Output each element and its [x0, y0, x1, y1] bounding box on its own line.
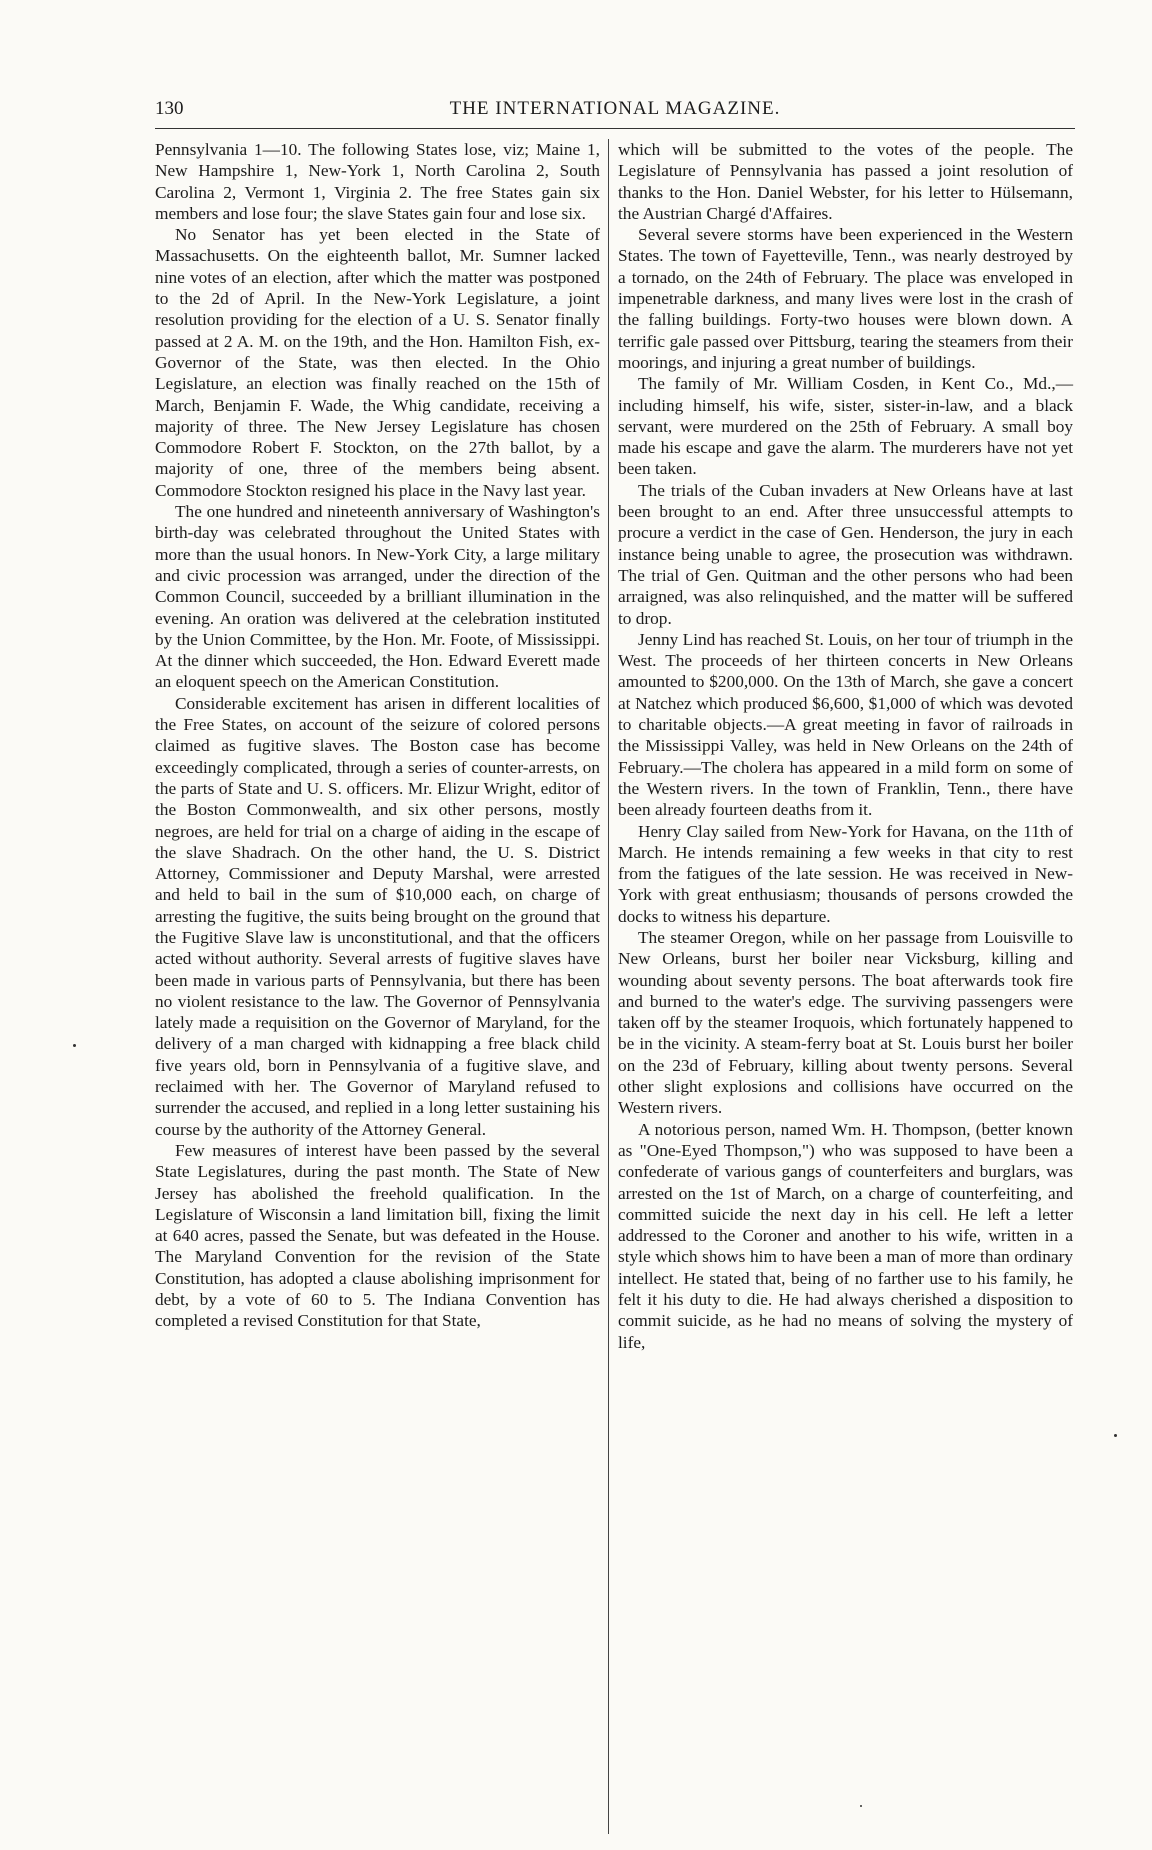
ink-speck	[73, 1044, 76, 1047]
paragraph: Considerable excitement has arisen in different localities of the Free States, on account of the seizure of colored persons claimed as fugitive slaves. The Boston case has become exceedingly complicated, through a series of counter-arrests, on the parts of State and U. S. officers. Mr. Elizur Wright, editor of the Boston Commonwealth, and six other persons, mostly negroes, are held for trial on a charge of aiding in the escape of the slave Shadrach. On the other hand, the U. S. District Attorney, Commissioner and Deputy Marshal, were arrested and held to bail in the sum of $10,000 each, on charge of arresting the fugitive, the suits being brought on the ground that the Fugitive Slave law is unconstitutional, and that the officers acted without authority. Several arrests of fugitive slaves have been made in various parts of Pennsylvania, but there has been no violent resistance to the law. The Governor of Pennsylvania lately made a requisition on the Governor of Maryland, for the delivery of a man charged with kidnapping a free black child five years old, born in Pennsylvania of a fugitive slave, and reclaimed with her. The Governor of Maryland refused to surrender the accused, and replied in a long letter sustaining his course by the authority of the Attorney General.	[155, 693, 600, 1139]
header-rule	[155, 128, 1075, 129]
paragraph: Jenny Lind has reached St. Louis, on her tour of triumph in the West. The proceeds of her thirteen concerts in New Orleans amounted to $200,000. On the 13th of March, she gave a concert at Natchez which produced $6,600, $1,000 of which was devoted to charitable objects.—A great meeting in favor of railroads in the Mississippi Valley, was held in New Orleans on the 24th of February.—The cholera has appeared in a mild form on some of the Western rivers. In the town of Franklin, Tenn., there have been already fourteen deaths from it.	[618, 629, 1073, 820]
paragraph: which will be submitted to the votes of the people. The Legislature of Pennsylvania has passed a joint resolution of thanks to the Hon. Daniel Webster, for his letter to Hülsemann, the Austrian Chargé d'Affaires.	[618, 140, 1073, 223]
paragraph: Several severe storms have been experienced in the Western States. The town of Fayetteville, Tenn., was nearly destroyed by a tornado, on the 24th of February. The place was enveloped in impenetrable darkness, and many lives were lost in the crash of the falling buildings. Forty-two houses were blown down. A terrific gale passed over Pittsburg, tearing the steamers from their moorings, and injuring a great number of buildings.	[618, 225, 1073, 372]
paragraph: The trials of the Cuban invaders at New Orleans have at last been brought to an end. After three unsuccessful attempts to procure a verdict in the case of Gen. Henderson, the jury in each instance being unable to agree, the prosecution was withdrawn. The trial of Gen. Quitman and the other persons who had been arraigned, was also relinquished, and the matter will be suffered to drop.	[618, 480, 1073, 628]
page-header	[155, 98, 1075, 126]
paragraph: A notorious person, named Wm. H. Thompson, (better known as "One-Eyed Thompson,") who was supposed to have been a confederate of various gangs of counterfeiters and burglars, was arrested on the 1st of March, on a charge of counterfeiting, and committed suicide the next day in his cell. He left a letter addressed to the Coroner and another to his wife, written in a style which shows him to have been a man of more than ordinary intellect. He stated that, being of no farther use to his family, he felt it his duty to die. He had always cherished a disposition to commit suicide, as he had no means of solving the mystery of life,	[618, 1119, 1073, 1352]
running-title: THE INTERNATIONAL MAGAZINE.	[449, 98, 781, 119]
ink-speck	[1114, 1434, 1117, 1437]
page-number: 130	[155, 98, 184, 119]
left-column	[155, 139, 600, 1332]
paragraph: The steamer Oregon, while on her passage from Louisville to New Orleans, burst her boiler near Vicksburg, killing and wounding about seventy persons. The boat afterwards took fire and burned to the water's edge. The surviving passengers were taken off by the steamer Iroquois, which fortunately happened to be in the vicinity. A steam-ferry boat at St. Louis burst her boiler on the 23d of February, killing about twenty persons. Several other slight explosions and collisions have occurred on the Western rivers.	[618, 927, 1073, 1118]
paragraph: No Senator has yet been elected in the State of Massachusetts. On the eighteenth ballot, Mr. Sumner lacked nine votes of an election, after which the matter was postponed to the 2d of April. In the New-York Legislature, a joint resolution providing for the election of a U. S. Senator finally passed at 2 A. M. on the 19th, and the Hon. Hamilton Fish, ex-Governor of the State, was then elected. In the Ohio Legislature, an election was finally reached on the 15th of March, Benjamin F. Wade, the Whig candidate, receiving a majority of three. The New Jersey Legislature has chosen Commodore Robert F. Stockton, on the 27th ballot, by a majority of one, three of the members being absent. Commodore Stockton resigned his place in the Navy last year.	[155, 225, 600, 500]
column-divider	[608, 139, 609, 1834]
paragraph: Henry Clay sailed from New-York for Havana, on the 11th of March. He intends remaining a few weeks in that city to rest from the fatigues of the late session. He was received in New-York with great enthusiasm; thousands of persons crowded the docks to witness his departure.	[618, 821, 1073, 926]
paragraph: The family of Mr. William Cosden, in Kent Co., Md.,—including himself, his wife, sister, sister-in-law, and a black servant, were murdered on the 25th of February. A small boy made his escape and gave the alarm. The murderers have not yet been taken.	[618, 374, 1073, 479]
paragraph: The one hundred and nineteenth anniversary of Washington's birth-day was celebrated throughout the United States with more than the usual honors. In New-York City, a large military and civic procession was arranged, under the direction of the Common Council, succeeded by a brilliant illumination in the evening. An oration was delivered at the celebration instituted by the Union Committee, by the Hon. Mr. Foote, of Mississippi. At the dinner which succeeded, the Hon. Edward Everett made an eloquent speech on the American Constitution.	[155, 502, 600, 692]
ink-speck	[860, 1805, 862, 1807]
paragraph: Few measures of interest have been passed by the several State Legislatures, during the past month. The State of New Jersey has abolished the freehold qualification. In the Legislature of Wisconsin a land limitation bill, fixing the limit at 640 acres, passed the Senate, but was defeated in the House. The Maryland Convention for the revision of the State Constitution, has adopted a clause abolishing imprisonment for debt, by a vote of 60 to 5. The Indiana Convention has completed a revised Constitution for that State,	[155, 1140, 600, 1331]
right-column	[618, 139, 1073, 1353]
paragraph: Pennsylvania 1—10. The following States lose, viz; Maine 1, New Hampshire 1, New-York 1, North Carolina 2, South Carolina 2, Vermont 1, Virginia 2. The free States gain six members and lose four; the slave States gain four and lose six.	[155, 140, 600, 223]
